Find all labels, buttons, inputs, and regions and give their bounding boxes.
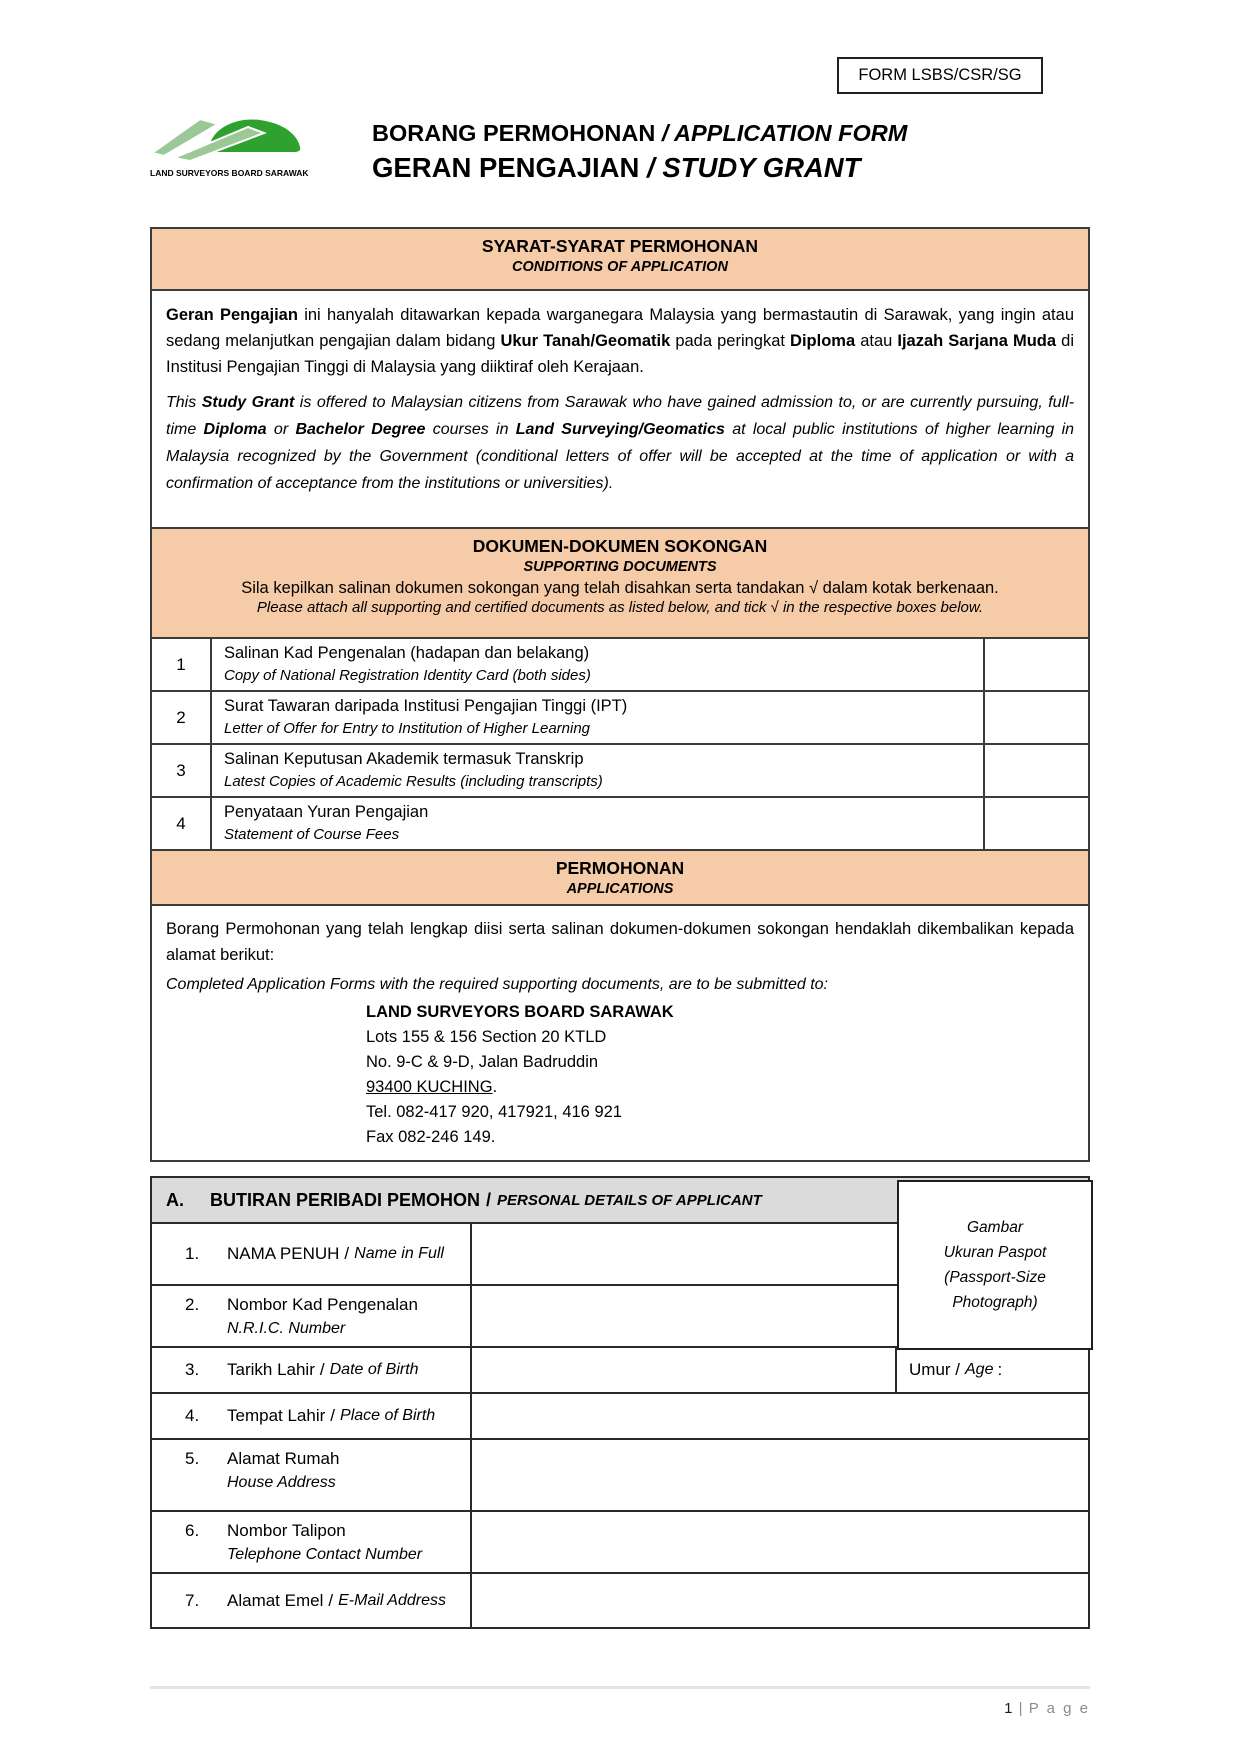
form-title-line1: BORANG PERMOHONAN / APPLICATION FORM (372, 120, 908, 146)
age-input-cell[interactable]: Umur / Age : (895, 1348, 1088, 1392)
field-row-phone (152, 1512, 1088, 1574)
form-code-text: FORM LSBS/CSR/SG (858, 66, 1022, 84)
document-description: Surat Tawaran daripada Institusi Pengajian Tinggi (IPT) Letter of Offer for Entry to Institution of Higher Learning (212, 692, 985, 743)
pob-input-cell[interactable] (472, 1394, 1088, 1438)
document-row (152, 796, 1088, 849)
field-row-email (152, 1574, 1088, 1627)
form-header (150, 112, 1090, 184)
conditions-heading-ms: SYARAT-SYARAT PERMOHONAN (481, 236, 759, 256)
form-code-badge (837, 57, 1043, 94)
document-number: 4 (152, 798, 212, 849)
field-label: 5. Alamat Rumah House Address (152, 1440, 472, 1510)
documents-note-en: Please attach all supporting and certified documents as listed below, and tick √ in the respective boxes below. (256, 599, 984, 616)
phone-input-cell[interactable] (472, 1512, 1088, 1572)
supporting-documents-header (152, 527, 1088, 637)
tick-checkbox-cell[interactable] (985, 692, 1088, 743)
footer-divider (150, 1686, 1090, 1689)
section-a-label: A. (166, 1189, 184, 1210)
section-a-header: A. BUTIRAN PERIBADI PEMOHON / PERSONAL DETAILS OF APPLICANT (152, 1178, 1088, 1224)
field-row-address (152, 1440, 1088, 1512)
section-a-title-ms: BUTIRAN PERIBADI PEMOHON (210, 1189, 481, 1210)
document-description: Salinan Keputusan Akademik termasuk Transkrip Latest Copies of Academic Results (including transcripts) (212, 745, 985, 796)
address-city: 93400 KUCHING. (366, 1078, 498, 1096)
applications-body (152, 904, 1088, 1160)
field-label: 7. Alamat Emel / E-Mail Address (152, 1574, 472, 1627)
conditions-header (152, 229, 1088, 289)
lsbs-logo-block (150, 112, 322, 184)
field-label: 4. Tempat Lahir / Place of Birth (152, 1394, 472, 1438)
main-table (150, 227, 1090, 1162)
document-description: Penyataan Yuran Pengajian Statement of Course Fees (212, 798, 985, 849)
document-number: 2 (152, 692, 212, 743)
page-label: P a g e (1028, 1700, 1090, 1717)
field-label: 2. Nombor Kad Pengenalan N.R.I.C. Number (152, 1286, 472, 1346)
conditions-paragraph-ms: Geran Pengajian ini hanyalah ditawarkan kepada warganegara Malaysia yang bermastautin di Sarawak, yang ingin atau sedang melanjutkan pengajian dalam bidang Ukur Tanah/Geomatik pada peringkat Diploma atau Ijazah Sarjana Muda di Institusi Pengajian Tinggi di Malaysia yang diiktiraf oleh Kerajaan. (166, 306, 1074, 376)
address-fax: Fax 082-246 149. (366, 1128, 496, 1146)
applications-paragraph-ms: Borang Permohonan yang telah lengkap diisi serta salinan dokumen-dokumen sokongan hendaklah dikembalikan kepada alamat berikut: (166, 920, 1074, 964)
address-name: LAND SURVEYORS BOARD SARAWAK (366, 1003, 674, 1021)
passport-photo-box: Gambar Ukuran Paspot (Passport-Size Photograph) (897, 1180, 1093, 1350)
page-footer: 1 | P a g e (1004, 1700, 1090, 1717)
document-number: 1 (152, 639, 212, 690)
document-row (152, 690, 1088, 743)
form-titles (372, 112, 907, 184)
personal-details-section (150, 1176, 1090, 1629)
logo-caption: LAND SURVEYORS BOARD SARAWAK (150, 168, 309, 178)
field-label: 6. Nombor Talipon Telephone Contact Number (152, 1512, 472, 1572)
email-input-cell[interactable] (472, 1574, 1088, 1627)
tick-checkbox-cell[interactable] (985, 639, 1088, 690)
field-label: 1. NAMA PENUH / Name in Full (152, 1224, 472, 1284)
field-row-pob (152, 1394, 1088, 1440)
lsbs-logo-icon (150, 112, 310, 162)
section-a-title-en: PERSONAL DETAILS OF APPLICANT (497, 1191, 762, 1209)
document-row (152, 637, 1088, 690)
address-line1: Lots 155 & 156 Section 20 KTLD (366, 1028, 607, 1046)
conditions-heading-en: CONDITIONS OF APPLICATION (512, 259, 728, 275)
documents-heading-ms: DOKUMEN-DOKUMEN SOKONGAN (472, 536, 768, 556)
dob-input-cell[interactable] (472, 1348, 895, 1392)
applications-heading-en: APPLICATIONS (566, 881, 674, 897)
document-description: Salinan Kad Pengenalan (hadapan dan belakang) Copy of National Registration Identity Card (both sides) (212, 639, 985, 690)
tick-checkbox-cell[interactable] (985, 745, 1088, 796)
field-label: 3. Tarikh Lahir / Date of Birth (152, 1348, 472, 1392)
address-line2: No. 9-C & 9-D, Jalan Badruddin (366, 1053, 599, 1071)
applications-heading-ms: PERMOHONAN (555, 858, 685, 878)
form-title-line2: GERAN PENGAJIAN / STUDY GRANT (372, 152, 861, 183)
address-input-cell[interactable] (472, 1440, 1088, 1510)
address-tel: Tel. 082-417 920, 417921, 416 921 (366, 1103, 622, 1121)
documents-note-ms: Sila kepilkan salinan dokumen sokongan yang telah disahkan serta tandakan √ dalam kotak berkenaan. (241, 579, 999, 597)
field-row-dob (152, 1348, 1088, 1394)
document-row (152, 743, 1088, 796)
tick-checkbox-cell[interactable] (985, 798, 1088, 849)
conditions-paragraph-en: This Study Grant is offered to Malaysian citizens from Sarawak who have gained admission to, or are currently pursuing, full-time Diploma or Bachelor Degree courses in Land Surveying/Geomatics at local public institutions of higher learning in Malaysia recognized by the Government (conditional letters of offer will be accepted at the time of application or with a confirmation of acceptance from the institutions or universities). (166, 394, 1075, 492)
applications-header (152, 849, 1088, 904)
conditions-body (152, 289, 1088, 527)
documents-heading-en: SUPPORTING DOCUMENTS (523, 559, 717, 575)
page-number: 1 (1004, 1700, 1015, 1717)
document-number: 3 (152, 745, 212, 796)
submission-address (366, 1000, 1074, 1150)
applications-paragraph-en: Completed Application Forms with the required supporting documents, are to be submitted to: (166, 976, 828, 993)
